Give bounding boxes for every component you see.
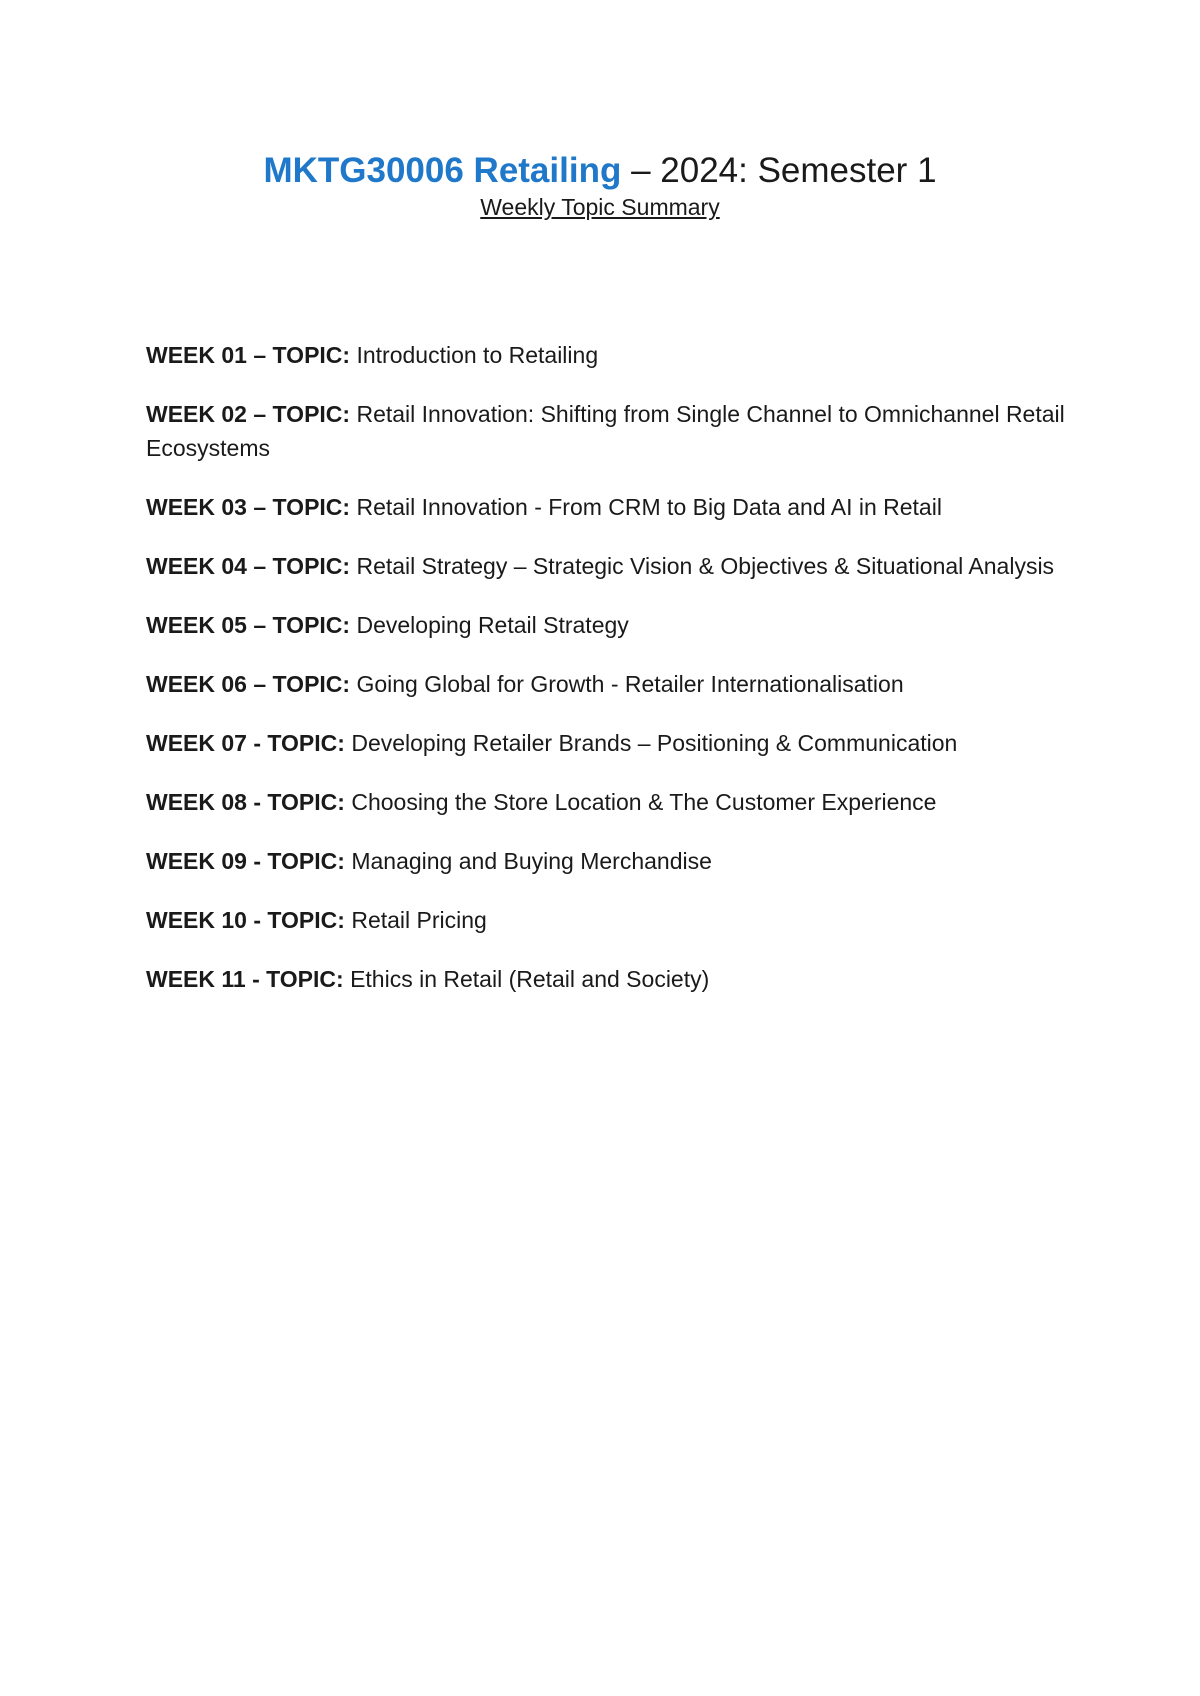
week-label: WEEK 08 - TOPIC: [146,789,345,815]
week-topic: Retail Strategy – Strategic Vision & Objectives & Situational Analysis [356,553,1055,579]
semester-title: – 2024: Semester 1 [621,151,937,190]
week-label: WEEK 11 - TOPIC: [146,966,344,992]
week-topic: Retail Innovation: Shifting from Single Channel to Omnichannel Retail Ecosystems [146,401,1065,461]
document-subtitle: Weekly Topic Summary [480,194,720,220]
week-item-04 [146,549,1066,583]
week-topic: Ethics in Retail (Retail and Society) [350,966,710,992]
week-topic: Introduction to Retailing [356,342,599,368]
week-label: WEEK 06 – TOPIC: [146,671,351,697]
course-code-title: MKTG30006 Retailing [263,151,622,190]
week-item-06 [146,667,1066,701]
week-topic: Developing Retailer Brands – Positioning & Communication [351,730,958,756]
week-label: WEEK 04 – TOPIC: [146,553,351,579]
weekly-topic-list [146,338,1066,1021]
week-topic: Choosing the Store Location & The Customer Experience [351,789,937,815]
week-topic: Developing Retail Strategy [356,612,629,638]
week-label: WEEK 07 - TOPIC: [146,730,345,756]
week-label: WEEK 03 – TOPIC: [146,494,351,520]
document-header [0,150,1200,222]
week-topic: Going Global for Growth - Retailer Internationalisation [356,671,904,697]
week-item-08 [146,785,1066,819]
week-topic: Managing and Buying Merchandise [351,848,712,874]
week-item-11 [146,962,1066,996]
document-title [0,150,1200,192]
week-topic: Retail Pricing [351,907,487,933]
week-item-03 [146,490,1066,524]
week-item-02 [146,397,1066,465]
week-item-01 [146,338,1066,372]
week-label: WEEK 10 - TOPIC: [146,907,345,933]
week-topic: Retail Innovation - From CRM to Big Data and AI in Retail [356,494,942,520]
week-item-10 [146,903,1066,937]
week-item-07 [146,726,1066,760]
week-label: WEEK 09 - TOPIC: [146,848,345,874]
week-label: WEEK 01 – TOPIC: [146,342,351,368]
week-label: WEEK 02 – TOPIC: [146,401,351,427]
week-item-09 [146,844,1066,878]
week-item-05 [146,608,1066,642]
week-label: WEEK 05 – TOPIC: [146,612,351,638]
